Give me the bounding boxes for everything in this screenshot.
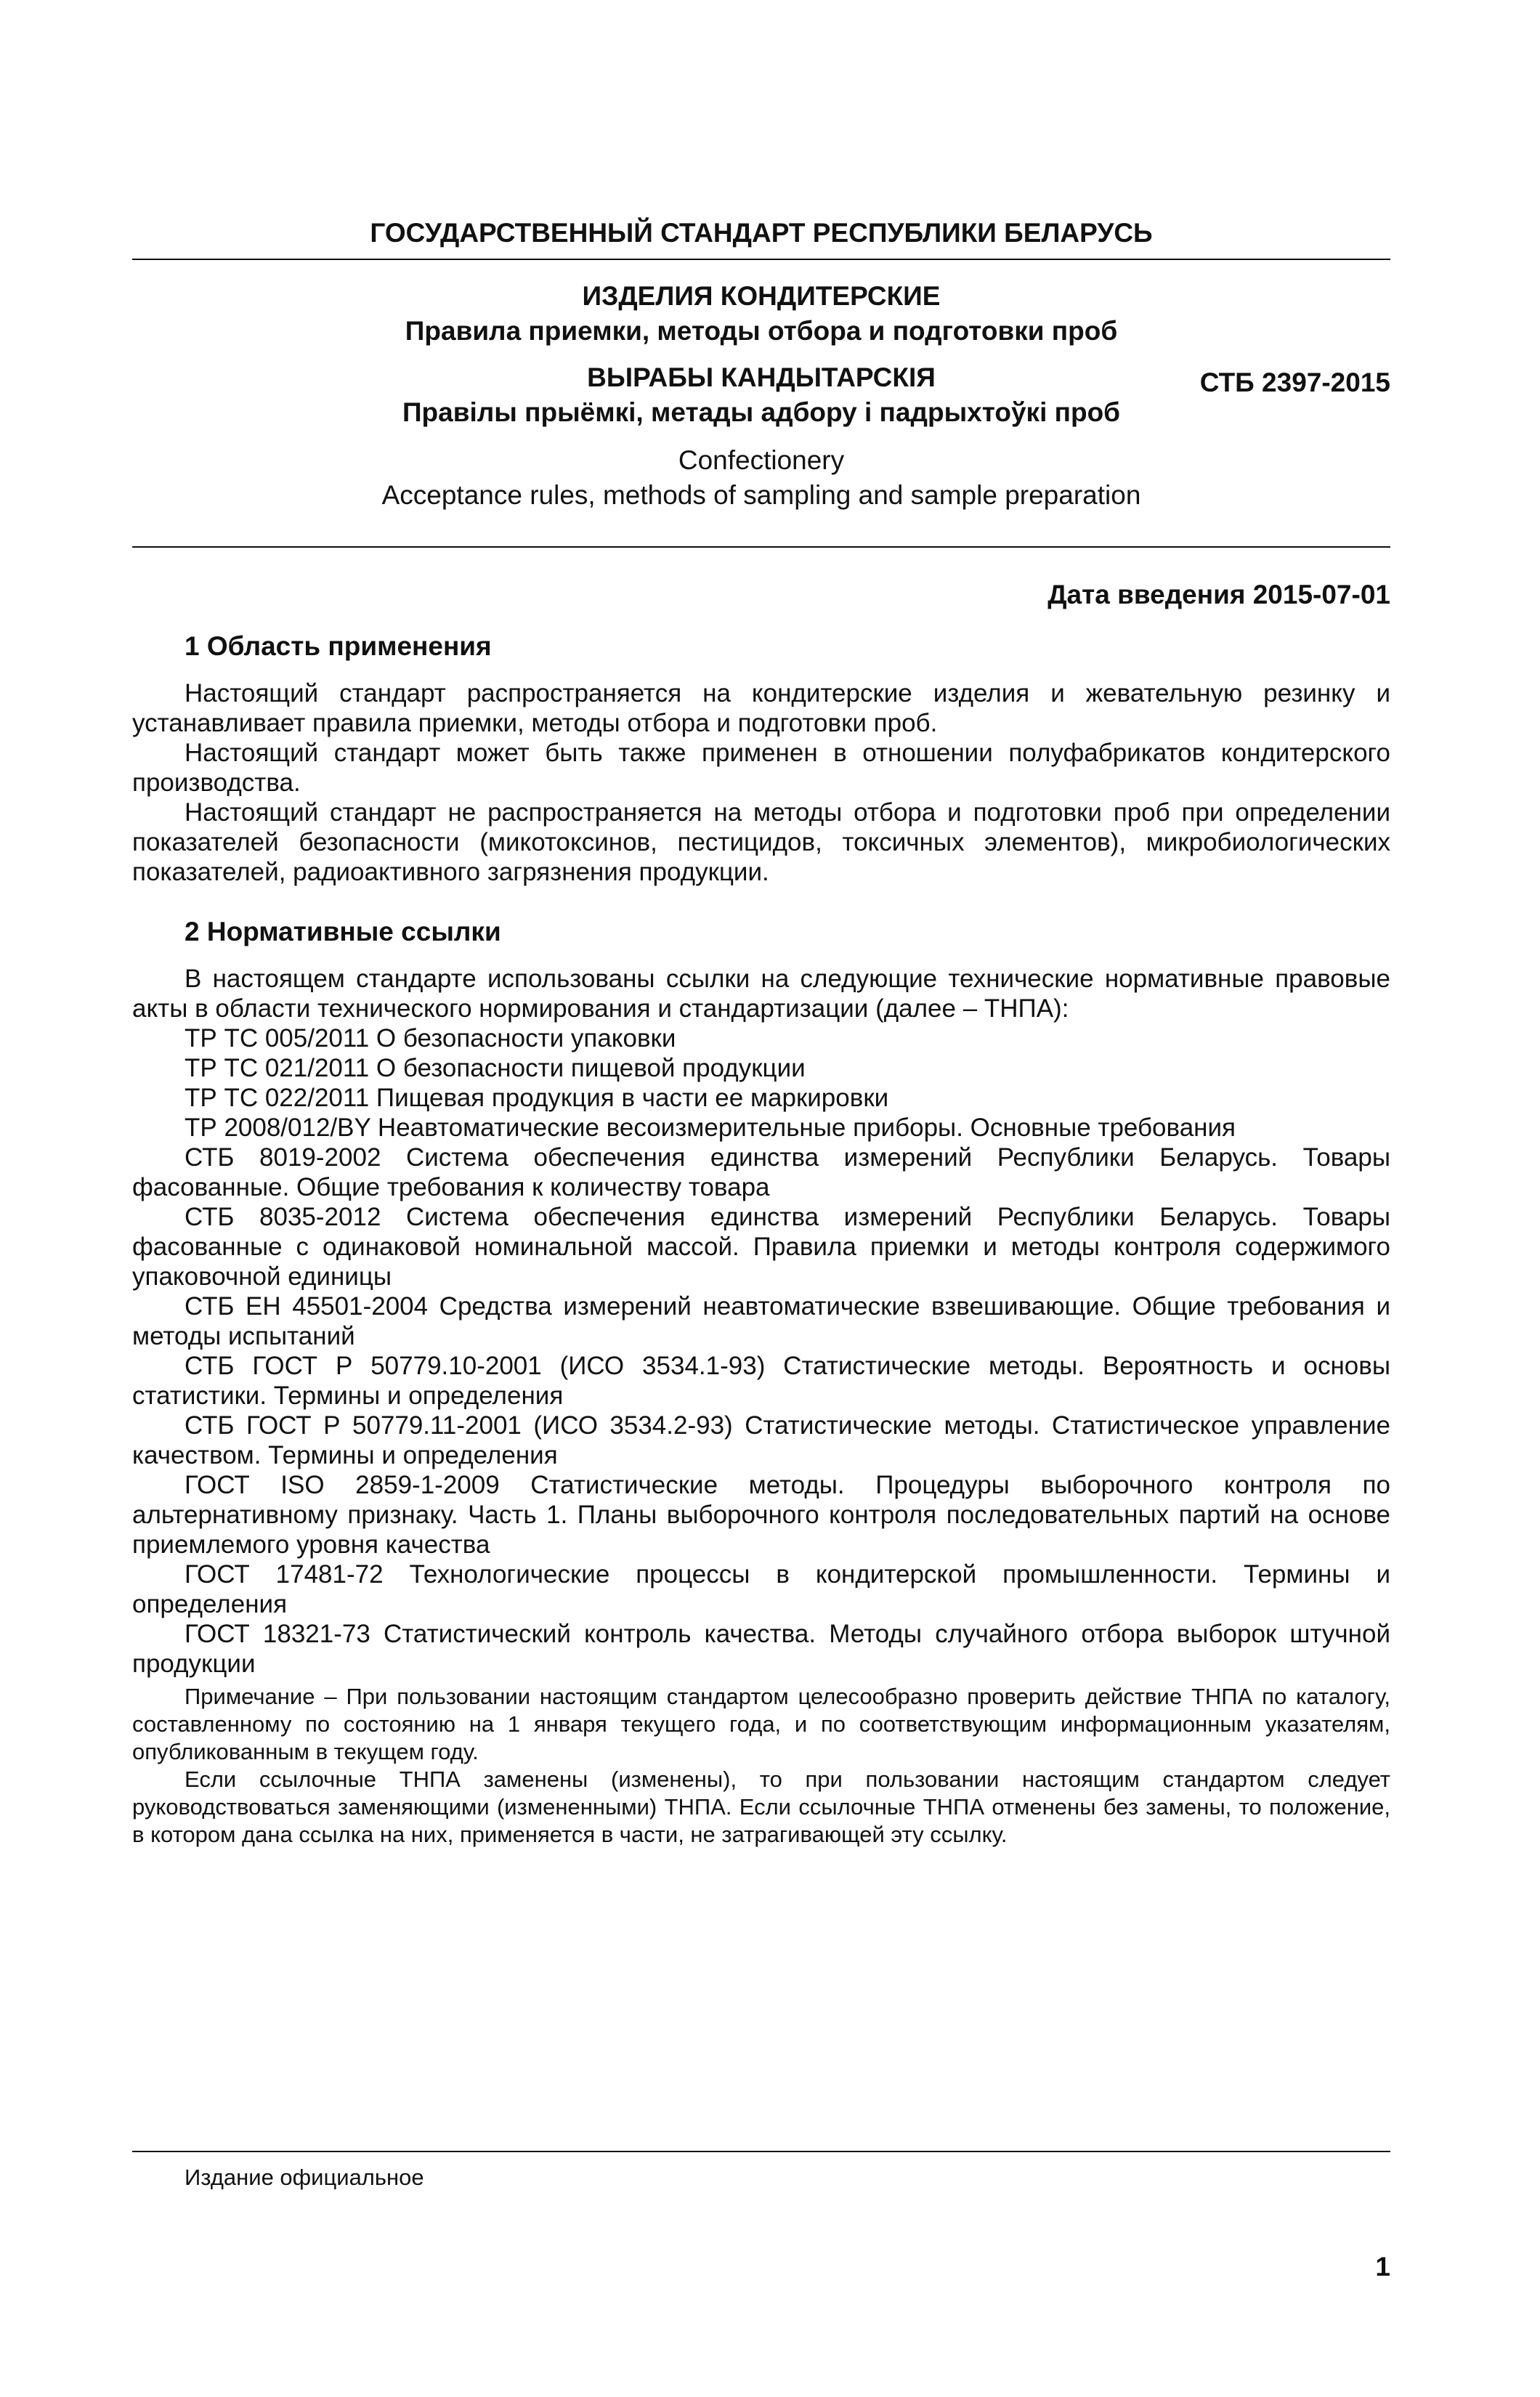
paragraph: Настоящий стандарт не распространяется на методы отбора и подготовки проб при определении показателей безопасности (микотоксинов, пестицидов, токсичных элементов), микробиологических показателей, радиоактивного загрязнения продукции. [132,798,1390,886]
reference-item: ТР ТС 021/2011 О безопасности пищевой продукции [185,1054,806,1082]
title-en: Confectionery [678,445,845,475]
note-paragraph: Если ссылочные ТНПА заменены (изменены), то при пользовании настоящим стандартом следует руководствоваться заменяющими (измененными) ТНПА. Если ссылочные ТНПА отменены без замены, то положение, в котором дана ссылка на них, применяется в части, не затрагивающей эту ссылку. [132,1767,1390,1847]
note-paragraph: Примечание – При пользовании настоящим стандартом целесообразно проверить действие ТНПА по каталогу, составленному по состоянию на 1 января текущего года, и по соответствующим информационным указателям, опубликованным в текущем году. [132,1684,1390,1764]
edition-label: Издание официальное [185,2165,424,2190]
reference-item: СТБ ЕН 45501-2004 Средства измерений неавтоматические взвешивающие. Общие требования и методы испытаний [132,1292,1390,1350]
section-1-body [132,678,1390,887]
subtitle-by: Правілы прыёмкі, метады адбору і падрыхтоўкі проб [402,397,1121,427]
subtitle-ru: Правила приемки, методы отбора и подготовки проб [405,316,1118,346]
title-ru: ИЗДЕЛИЯ КОНДИТЕРСКИЕ [582,281,941,311]
reference-item: ГОСТ 17481-72 Технологические процессы в кондитерской промышленности. Термины и определения [132,1560,1390,1618]
footer-divider [132,2151,1390,2152]
section-2-body [132,964,1390,1679]
paragraph: Настоящий стандарт распространяется на кондитерские изделия и жевательную резинку и устанавливает правила приемки, методы отбора и подготовки проб. [132,679,1390,737]
reference-item: ГОСТ ISO 2859-1-2009 Статистические методы. Процедуры выборочного контроля по альтернативному признаку. Часть 1. Планы выборочного контроля последовательных партий на основе приемлемого уровня качества [132,1471,1390,1559]
document-page [0,218,1540,2397]
reference-item: СТБ ГОСТ Р 50779.10-2001 (ИСО 3534.1-93) Статистические методы. Вероятность и основы статистики. Термины и определения [132,1352,1390,1410]
reference-item: ТР ТС 022/2011 Пищевая продукция в части ее маркировки [185,1084,889,1112]
page-number: 1 [1375,2252,1390,2282]
document-code: СТБ 2397-2015 [1199,368,1390,397]
note-block [132,1683,1390,1849]
reference-item: ТР 2008/012/BY Неавтоматические весоизмерительные приборы. Основные требования [185,1114,1236,1142]
title-by: ВЫРАБЫ КАНДЫТАРСКІЯ [587,362,936,392]
introduction-date: Дата введения 2015-07-01 [1047,580,1390,609]
reference-item: ТР ТС 005/2011 О безопасности упаковки [185,1024,676,1053]
state-standard-title: ГОСУДАРСТВЕННЫЙ СТАНДАРТ РЕСПУБЛИКИ БЕЛАРУСЬ [132,218,1390,260]
reference-item: СТБ 8035-2012 Система обеспечения единства измерений Республики Беларусь. Товары фасованные с одинаковой номинальной массой. Правила приемки и методы контроля содержимого упаковочной единицы [132,1203,1390,1291]
title-divider [132,546,1390,548]
paragraph: Настоящий стандарт может быть также применен в отношении полуфабрикатов кондитерского производства. [132,739,1390,797]
section-1-heading: 1 Область применения [185,631,492,661]
paragraph: В настоящем стандарте использованы ссылки на следующие технические нормативные правовые акты в области технического нормирования и стандартизации (далее – ТНПА): [132,965,1390,1023]
reference-item: СТБ 8019-2002 Система обеспечения единства измерений Республики Беларусь. Товары фасованные. Общие требования к количеству товара [132,1143,1390,1201]
reference-item: ГОСТ 18321-73 Статистический контроль качества. Методы случайного отбора выборок штучной продукции [132,1620,1390,1678]
reference-item: СТБ ГОСТ Р 50779.11-2001 (ИСО 3534.2-93) Статистические методы. Статистическое управление качеством. Термины и определения [132,1411,1390,1469]
subtitle-en: Acceptance rules, methods of sampling and sample preparation [381,480,1141,510]
section-2-heading: 2 Нормативные ссылки [185,917,501,946]
